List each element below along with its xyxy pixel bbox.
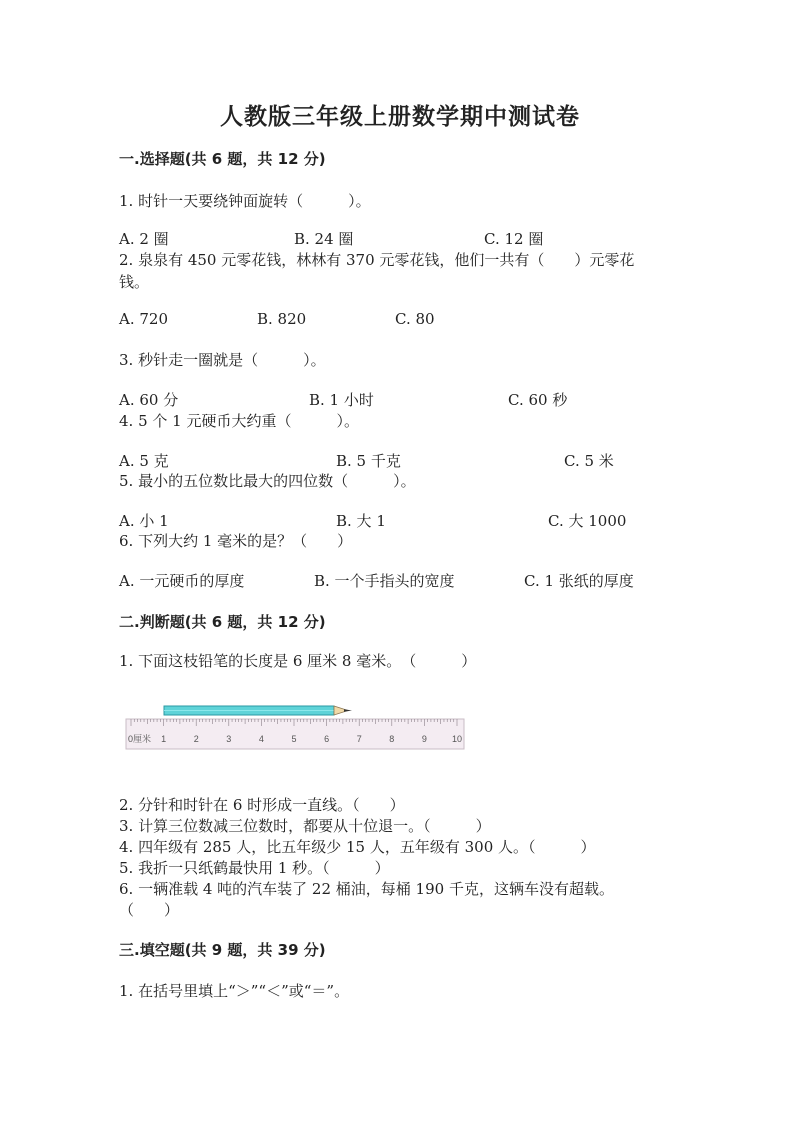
option-1-5-b: B. 大 1 [336,512,386,530]
question-1-3: 3. 秒针走一圈就是（ ）。 [119,351,326,369]
question-1-4: 4. 5 个 1 元硬币大约重（ ）。 [119,412,359,430]
question-2-6: 6. 一辆准载 4 吨的汽车装了 22 桶油，每桶 190 千克，这辆车没有超载。 [119,880,614,898]
option-1-5-c: C. 大 1000 [548,512,627,530]
ruler-tick-label: 3 [226,734,232,744]
option-1-1-b: B. 24 圈 [294,230,354,248]
ruler-unit-label: 0厘米 [128,734,152,744]
option-1-2-c: C. 80 [395,310,435,328]
question-1-6: 6. 下列大约 1 毫米的是？（ ） [119,532,353,550]
question-2-5: 5. 我折一只纸鹤最快用 1 秒。（ ） [119,859,390,877]
option-1-4-b: B. 5 千克 [336,452,401,470]
question-1-1: 1. 时针一天要绕钟面旋转（ ）。 [119,192,371,210]
ruler-tick-label: 5 [291,734,297,744]
option-1-2-a: A. 720 [119,310,168,328]
question-2-6-cont: （ ） [119,901,180,919]
option-1-6-c: C. 1 张纸的厚度 [524,572,634,590]
ruler-pencil-figure [124,700,474,756]
question-3-1: 1. 在括号里填上“＞”“＜”或“＝”。 [119,982,350,1000]
option-1-3-b: B. 1 小时 [309,391,374,409]
ruler-tick-label: 1 [161,734,167,744]
question-2-4: 4. 四年级有 285 人，比五年级少 15 人，五年级有 300 人。（ ） [119,838,596,856]
section-heading-judge: 二.判断题(共 6 题，共 12 分) [119,613,326,631]
section-heading-fill: 三.填空题(共 9 题，共 39 分) [119,941,326,959]
option-1-1-c: C. 12 圈 [484,230,544,248]
option-1-3-c: C. 60 秒 [508,391,568,409]
option-1-6-a: A. 一元硬币的厚度 [119,572,245,590]
option-1-5-a: A. 小 1 [119,512,169,530]
option-1-6-b: B. 一个手指头的宽度 [314,572,455,590]
ruler-tick-label: 4 [258,734,264,744]
ruler-tick-label: 9 [421,734,427,744]
question-1-2-cont: 钱。 [119,273,150,291]
ruler-tick-label: 2 [193,734,199,744]
option-1-4-a: A. 5 克 [119,452,169,470]
ruler [126,719,464,749]
option-1-2-b: B. 820 [257,310,307,328]
section-heading-choice: 一.选择题(共 6 题，共 12 分) [119,150,326,168]
question-1-2: 2. 泉泉有 450 元零花钱，林林有 370 元零花钱，他们一共有（ ）元零花 [119,251,635,269]
question-1-5: 5. 最小的五位数比最大的四位数（ ）。 [119,472,416,490]
option-1-3-a: A. 60 分 [119,391,179,409]
question-2-2: 2. 分针和时针在 6 时形成一直线。（ ） [119,796,405,814]
pencil-icon [164,706,352,715]
ruler-tick-label: 6 [324,734,330,744]
question-2-1: 1. 下面这枝铅笔的长度是 6 厘米 8 毫米。 （ ） [119,652,477,670]
option-1-4-c: C. 5 米 [564,452,614,470]
ruler-tick-label: 10 [451,734,463,744]
question-2-3: 3. 计算三位数减三位数时，都要从十位退一。（ ） [119,817,491,835]
page-title: 人教版三年级上册数学期中测试卷 [220,103,580,130]
ruler-tick-label: 7 [356,734,362,744]
ruler-tick-label: 8 [389,734,395,744]
option-1-1-a: A. 2 圈 [119,230,169,248]
